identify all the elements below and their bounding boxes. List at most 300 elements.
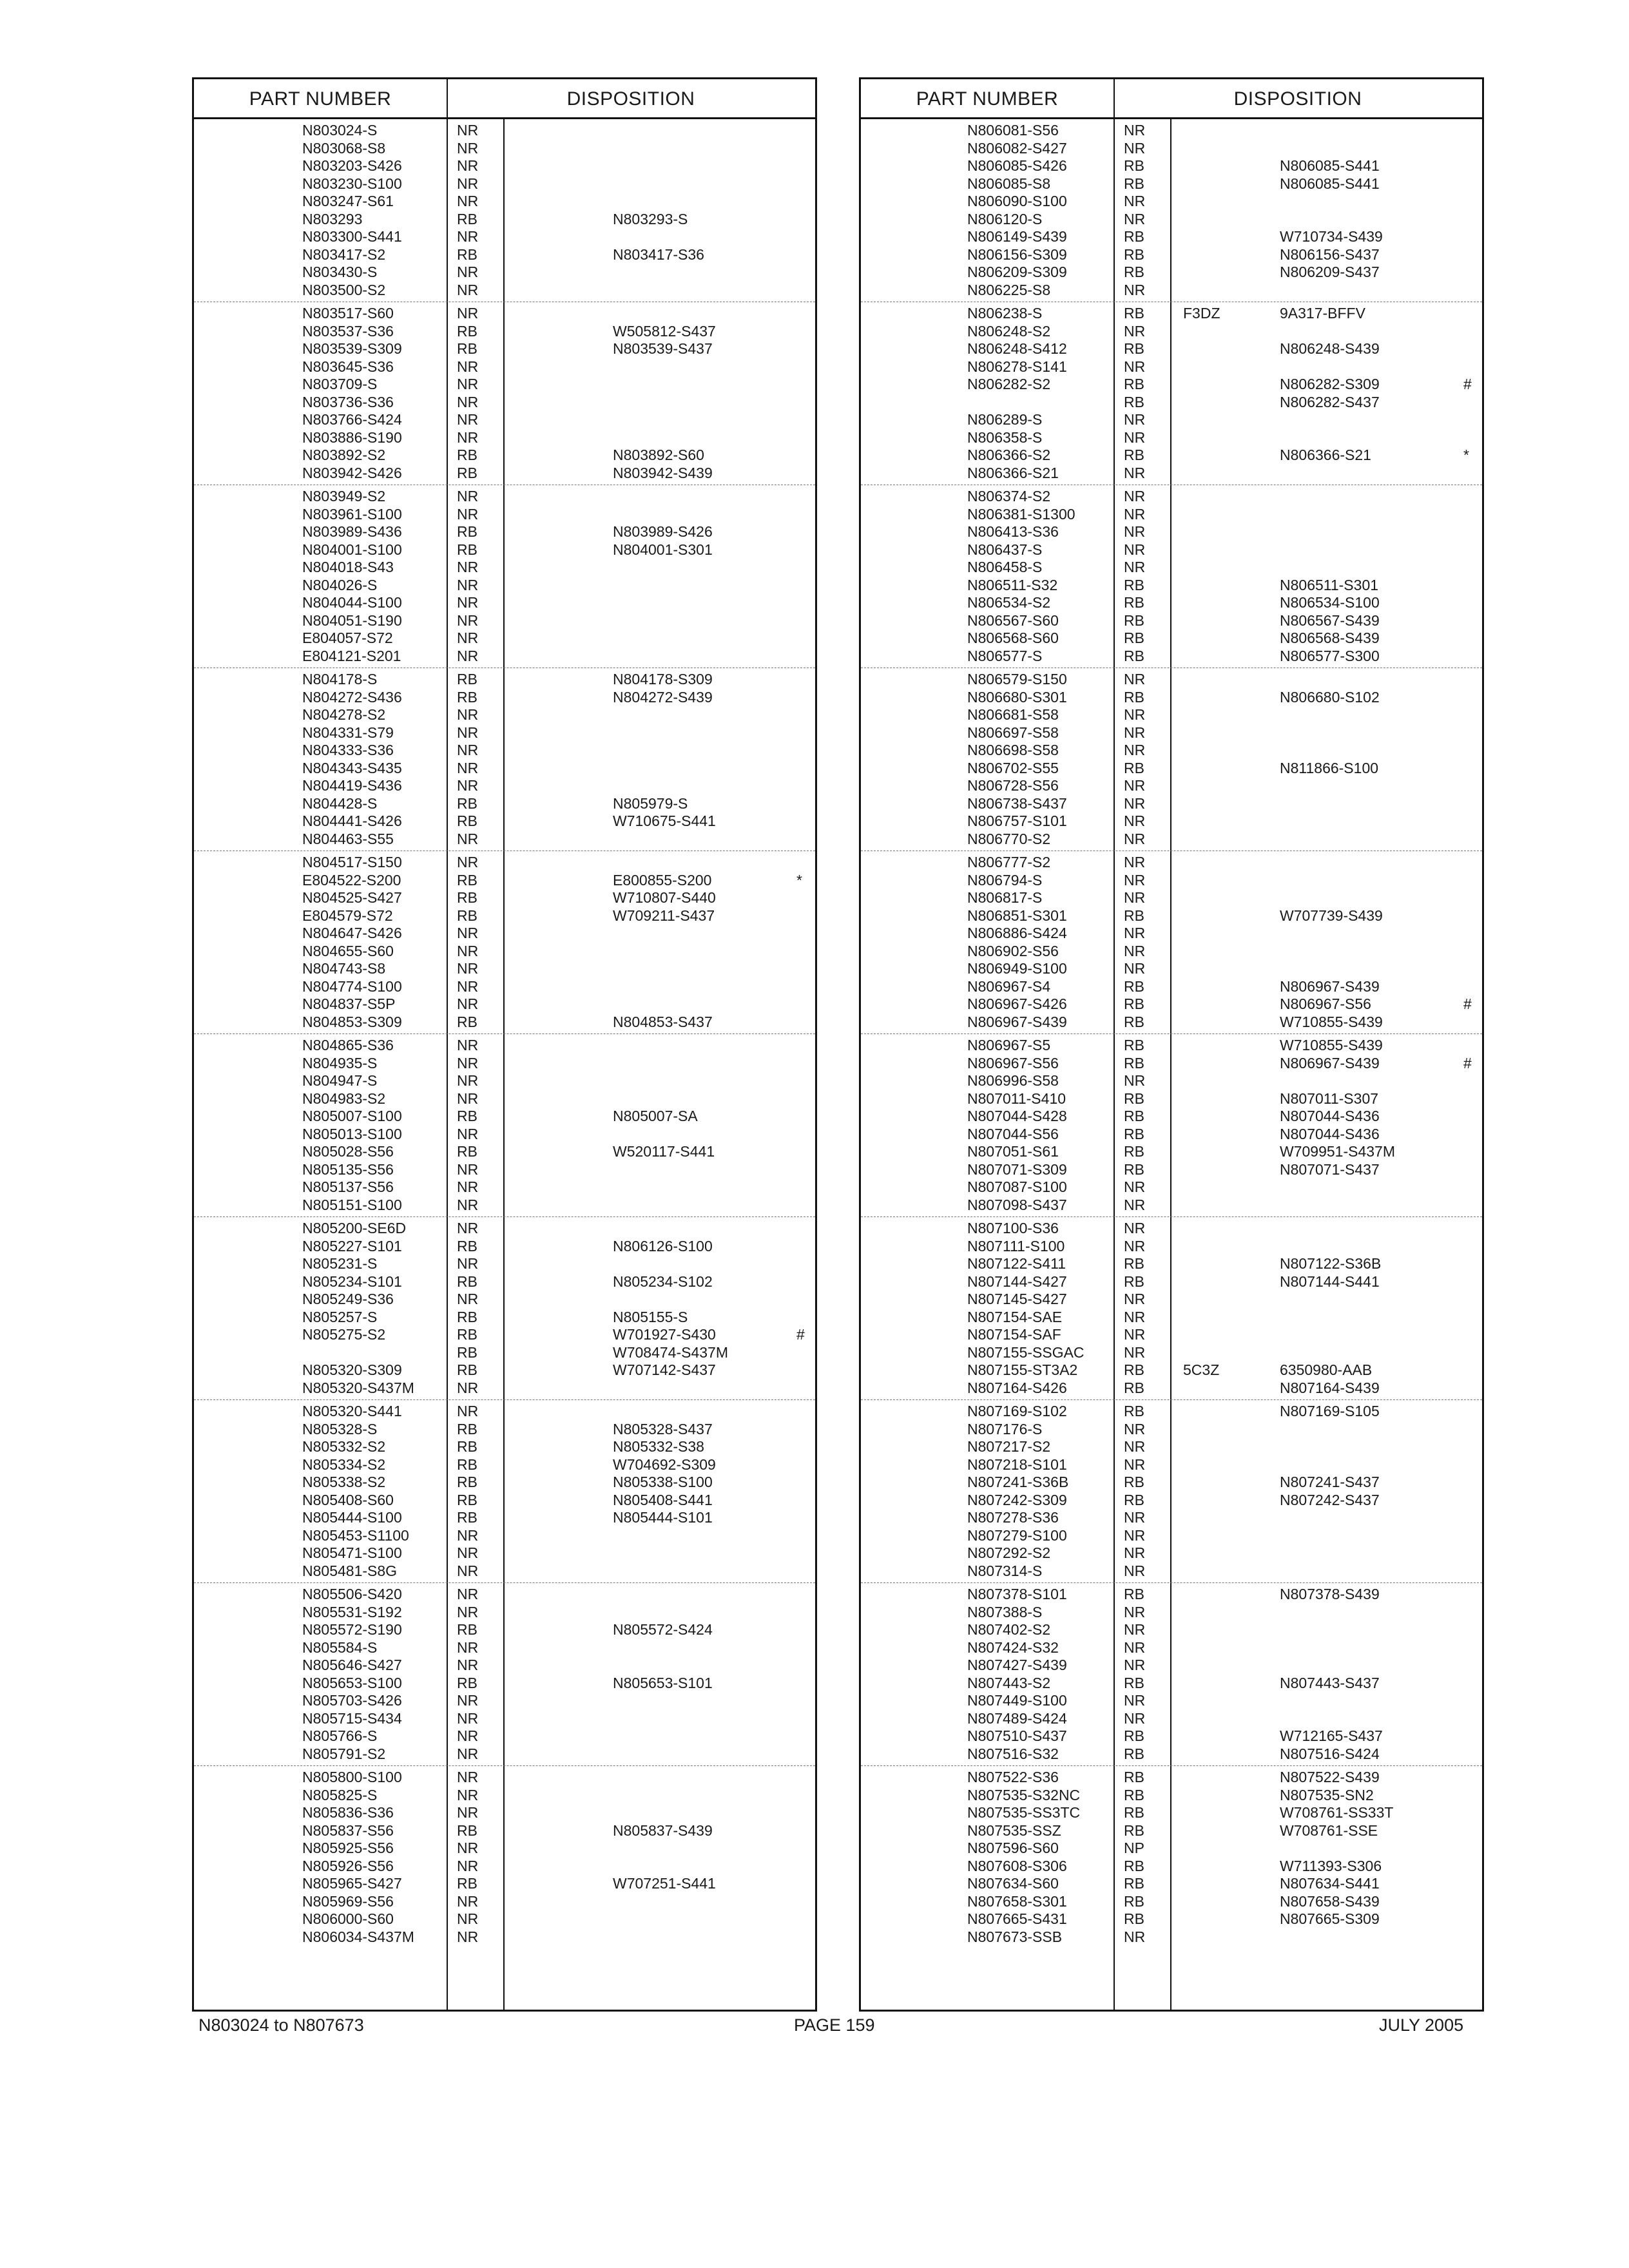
row-group: [861, 1583, 1482, 1766]
table-row: [861, 465, 1482, 483]
table-row: [194, 960, 815, 978]
disposition-code: NR: [457, 724, 479, 741]
part-number: N803068-S8: [302, 139, 386, 157]
disposition-part: N803892-S60: [613, 447, 704, 463]
disposition-code: NR: [1124, 925, 1146, 941]
part-number: N805328-S: [302, 1420, 378, 1437]
disposition-code: NR: [457, 1255, 479, 1272]
disposition-code: RB: [1124, 1491, 1144, 1508]
part-number: N803230-S100: [302, 175, 402, 192]
part-number: N804947-S: [302, 1072, 378, 1089]
table-row: [194, 175, 815, 193]
disposition-part: W709211-S437: [613, 907, 715, 924]
table-row: [194, 1326, 815, 1344]
disposition-part: N806282-S309: [1280, 376, 1380, 392]
disposition-code: RB: [457, 1621, 477, 1638]
table-row: [861, 1143, 1482, 1161]
part-number: N805444-S100: [302, 1509, 402, 1526]
disposition-part: N807443-S437: [1280, 1674, 1380, 1691]
disposition-code: RB: [457, 812, 477, 829]
disposition-part: N807242-S437: [1280, 1491, 1380, 1508]
disposition-code: RB: [457, 1474, 477, 1490]
disposition-part: N804001-S301: [613, 541, 713, 558]
table-row: [194, 831, 815, 849]
table-row: [861, 305, 1482, 323]
disposition-code: RB: [1124, 995, 1144, 1012]
disposition-part: N806680-S102: [1280, 688, 1380, 706]
part-number: N807634-S60: [967, 1875, 1059, 1892]
disposition-mark: *: [796, 871, 802, 889]
table-row: [194, 228, 815, 246]
disposition-code: RB: [1124, 1786, 1144, 1803]
table-row: [861, 889, 1482, 907]
disposition-code: NR: [457, 1178, 479, 1195]
part-number: N806949-S100: [967, 960, 1067, 977]
part-number: N805227-S101: [302, 1237, 402, 1254]
disposition-part: N805332-S38: [613, 1438, 704, 1455]
table-row: [861, 671, 1482, 689]
table-row: [861, 1544, 1482, 1562]
disposition-code: NR: [457, 1054, 479, 1072]
part-number: N804463-S55: [302, 830, 394, 847]
part-number: N805653-S100: [302, 1674, 402, 1691]
part-number: N807144-S427: [967, 1273, 1067, 1290]
disposition-part: N806248-S439: [1280, 340, 1380, 357]
disposition-code: NR: [457, 305, 479, 322]
disposition-part: N806577-S300: [1280, 647, 1380, 664]
disposition-part: W707739-S439: [1280, 907, 1383, 924]
table-row: [194, 760, 815, 778]
part-number: N807535-SSZ: [967, 1821, 1061, 1839]
table-row: [194, 1273, 815, 1291]
table-row: [861, 1509, 1482, 1527]
table-row: [194, 1161, 815, 1179]
table-row: [194, 1858, 815, 1876]
disposition-code: RB: [1124, 1108, 1144, 1124]
table-row: [194, 1143, 815, 1161]
part-number: N805275-S2: [302, 1326, 386, 1343]
part-number: N806458-S: [967, 559, 1043, 575]
table-row: [861, 1361, 1482, 1379]
part-number: N807145-S427: [967, 1291, 1067, 1307]
part-number: N807154-SAF: [967, 1326, 1061, 1343]
part-number: E804522-S200: [302, 871, 401, 889]
disposition-part: E800855-S200: [613, 871, 712, 889]
part-number: N804441-S426: [302, 812, 402, 829]
disposition-code: NR: [1124, 1692, 1146, 1709]
disposition-code: RB: [1124, 1090, 1144, 1107]
part-number: N806366-S2: [967, 447, 1051, 463]
part-number: N804525-S427: [302, 889, 402, 906]
table-row: [861, 978, 1482, 996]
part-number: N805837-S56: [302, 1821, 394, 1839]
table-row: [861, 795, 1482, 813]
table-header: [194, 79, 815, 119]
part-number: N805715-S434: [302, 1709, 402, 1727]
part-number: N804647-S426: [302, 925, 402, 941]
table-row: [861, 1161, 1482, 1179]
disposition-code: RB: [1124, 629, 1144, 646]
part-number: N806282-S2: [967, 376, 1051, 392]
footer-range: N803024 to N807673: [198, 2015, 364, 2035]
disposition-code: RB: [457, 464, 477, 481]
disposition-part: N805653-S101: [613, 1674, 713, 1691]
disposition-code: NR: [457, 1220, 479, 1236]
disposition-code: NR: [1124, 411, 1146, 428]
part-number: N803961-S100: [302, 505, 402, 523]
part-number-header: PART NUMBER: [249, 88, 392, 110]
part-number: N805320-S309: [302, 1361, 402, 1378]
disposition-code: NR: [1124, 830, 1146, 847]
disposition-code: NR: [457, 942, 479, 959]
part-number: N805572-S190: [302, 1621, 402, 1638]
disposition-code: NR: [1124, 889, 1146, 906]
part-number: N806817-S: [967, 889, 1043, 906]
table-row: [861, 995, 1482, 1014]
table-row: [194, 724, 815, 742]
row-group: [861, 1400, 1482, 1583]
table-row: [194, 854, 815, 872]
disposition-code: RB: [1124, 576, 1144, 593]
disposition-code: NR: [457, 629, 479, 646]
disposition-part: N805572-S424: [613, 1621, 713, 1638]
disposition-code: NR: [1124, 1220, 1146, 1236]
disposition-code: NR: [1124, 1526, 1146, 1544]
disposition-part: N803417-S36: [613, 245, 704, 263]
table-row: [861, 1421, 1482, 1439]
part-number: N807292-S2: [967, 1544, 1051, 1561]
disposition-code: NR: [457, 1769, 479, 1785]
table-row: [194, 523, 815, 541]
part-number: E804057-S72: [302, 629, 393, 646]
table-row: [861, 1108, 1482, 1126]
table-row: [861, 447, 1482, 465]
disposition-part: N805837-S439: [613, 1821, 713, 1839]
disposition-part: W710734-S439: [1280, 228, 1383, 245]
part-number: N803766-S424: [302, 411, 402, 428]
table-row: [194, 1928, 815, 1946]
table-row: [194, 594, 815, 612]
table-row: [194, 629, 815, 648]
disposition-code: NR: [457, 1857, 479, 1874]
table-row: [861, 577, 1482, 595]
table-row: [194, 1586, 815, 1604]
part-number: N807218-S101: [967, 1456, 1067, 1473]
part-number: N805471-S100: [302, 1544, 402, 1561]
part-number: N806568-S60: [967, 629, 1059, 646]
disposition-part: N803293-S: [613, 210, 688, 227]
part-number: N806209-S309: [967, 264, 1067, 280]
part-number: N804343-S435: [302, 759, 402, 776]
disposition-code: NR: [457, 1037, 479, 1053]
table-row: [194, 559, 815, 577]
table-row: [861, 1893, 1482, 1911]
table-row: [861, 1220, 1482, 1238]
disposition-part: N805155-S: [613, 1308, 688, 1325]
table-row: [861, 157, 1482, 175]
disposition-part: W709951-S437M: [1280, 1143, 1395, 1160]
table-row: [861, 1379, 1482, 1398]
disposition-code: RB: [1124, 1727, 1144, 1744]
disposition-code: NR: [1124, 794, 1146, 812]
part-number: N803300-S441: [302, 228, 402, 245]
table-row: [861, 1858, 1482, 1876]
disposition-code: RB: [1124, 245, 1144, 263]
table-row: [861, 812, 1482, 831]
part-number: N806680-S301: [967, 688, 1067, 706]
disposition-part: N806209-S437: [1280, 264, 1380, 280]
part-number: N806681-S58: [967, 706, 1059, 723]
disposition-code: NR: [457, 139, 479, 157]
disposition-prefix: 5C3Z: [1183, 1361, 1220, 1378]
disposition-code: NR: [457, 1379, 479, 1396]
disposition-code: RB: [1124, 1379, 1144, 1396]
disposition-code: RB: [1124, 376, 1144, 392]
part-number: N806967-S426: [967, 995, 1067, 1012]
table-row: [194, 995, 815, 1014]
disposition-code: RB: [1124, 1125, 1144, 1142]
disposition-code: NR: [1124, 210, 1146, 227]
part-number: N805013-S100: [302, 1125, 402, 1142]
table-row: [861, 246, 1482, 264]
part-number: N807122-S411: [967, 1255, 1066, 1272]
disposition-part: N807241-S437: [1280, 1474, 1380, 1490]
disposition-code: RB: [1124, 1769, 1144, 1785]
table-row: [194, 1692, 815, 1710]
disposition-code: NR: [1124, 1657, 1146, 1673]
part-number: N806534-S2: [967, 594, 1051, 611]
table-row: [861, 872, 1482, 890]
disposition-code: NR: [457, 647, 479, 664]
row-group: [861, 119, 1482, 302]
disposition-code: RB: [1124, 1875, 1144, 1892]
part-number: N806511-S32: [967, 576, 1058, 593]
part-number: N805334-S2: [302, 1456, 386, 1473]
table-row: [194, 506, 815, 524]
part-number: N805257-S: [302, 1308, 378, 1325]
disposition-part: W704692-S309: [613, 1456, 716, 1473]
part-number: N804853-S309: [302, 1013, 402, 1030]
part-number: N805200-SE6D: [302, 1220, 407, 1236]
table-row: [861, 960, 1482, 978]
table-row: [194, 1421, 815, 1439]
disposition-code: RB: [1124, 594, 1144, 611]
table-row: [194, 1255, 815, 1273]
table-row: [194, 1379, 815, 1398]
table-row: [194, 122, 815, 140]
disposition-part: N806085-S441: [1280, 175, 1380, 192]
disposition-code: NR: [457, 157, 479, 174]
table-row: [194, 1822, 815, 1840]
part-number: N804026-S: [302, 576, 378, 593]
table-row: [861, 506, 1482, 524]
table-row: [861, 1072, 1482, 1090]
disposition-code: RB: [1124, 1054, 1144, 1072]
part-number: N806366-S21: [967, 464, 1059, 481]
disposition-code: NR: [1124, 1709, 1146, 1727]
part-number: N806702-S55: [967, 759, 1059, 776]
disposition-code: RB: [1124, 1804, 1144, 1821]
disposition-code: NR: [457, 264, 479, 280]
part-number: N806794-S: [967, 871, 1043, 889]
part-number: N807673-SSB: [967, 1928, 1063, 1945]
disposition-part: N804178-S309: [613, 671, 713, 687]
table-row: [194, 282, 815, 300]
part-number: N806149-S439: [967, 228, 1067, 245]
table-row: [194, 488, 815, 506]
part-number: N807658-S301: [967, 1892, 1067, 1910]
table-row: [861, 1692, 1482, 1710]
table-row: [861, 1822, 1482, 1840]
part-number: N803430-S: [302, 264, 378, 280]
part-number: N807051-S61: [967, 1143, 1059, 1160]
table-row: [194, 429, 815, 447]
row-group: [194, 1034, 815, 1217]
disposition-part: N807665-S309: [1280, 1910, 1380, 1927]
disposition-code: NR: [1124, 812, 1146, 829]
disposition-code: NR: [1124, 122, 1146, 139]
table-row: [194, 1787, 815, 1805]
table-row: [194, 1090, 815, 1108]
table-row: [861, 1255, 1482, 1273]
table-row: [861, 211, 1482, 229]
part-number: N807427-S439: [967, 1657, 1067, 1673]
part-number: N804419-S436: [302, 777, 402, 794]
disposition-code: RB: [457, 794, 477, 812]
table-row: [194, 1196, 815, 1215]
part-number: N805320-S437M: [302, 1379, 414, 1396]
disposition-code: NR: [1124, 724, 1146, 741]
footer-date: JULY 2005: [1379, 2015, 1464, 2035]
disposition-code: NR: [1124, 488, 1146, 505]
disposition-code: NR: [1124, 1639, 1146, 1656]
disposition-code: RB: [1124, 447, 1144, 463]
part-number: N807443-S2: [967, 1674, 1051, 1691]
table-row: [194, 1014, 815, 1032]
table-row: [194, 1220, 815, 1238]
disposition-header: DISPOSITION: [1233, 88, 1362, 110]
footer-page-number: PAGE 159: [794, 2015, 875, 2035]
disposition-code: NR: [457, 576, 479, 593]
disposition-code: NR: [1124, 1438, 1146, 1455]
part-number: N807608-S306: [967, 1857, 1067, 1874]
disposition-part: N811866-S100: [1280, 759, 1379, 776]
disposition-code: NR: [457, 281, 479, 298]
disposition-part: W710855-S439: [1280, 1037, 1383, 1053]
part-number: N806738-S437: [967, 794, 1067, 812]
table-row: [194, 1621, 815, 1639]
disposition-code: NR: [457, 1840, 479, 1856]
row-group: [861, 668, 1482, 851]
disposition-code: RB: [1124, 1821, 1144, 1839]
disposition-code: RB: [1124, 1745, 1144, 1762]
disposition-code: RB: [457, 889, 477, 906]
table-row: [194, 577, 815, 595]
disposition-part: W708761-SSE: [1280, 1821, 1378, 1839]
table-row: [861, 1238, 1482, 1256]
part-number: N807176-S: [967, 1420, 1043, 1437]
disposition-part: 6350980-AAB: [1280, 1361, 1373, 1378]
table-row: [861, 1438, 1482, 1456]
part-number: N806085-S8: [967, 175, 1051, 192]
table-row: [861, 323, 1482, 341]
part-number: N804865-S36: [302, 1037, 394, 1053]
table-row: [194, 1238, 815, 1256]
table-row: [194, 465, 815, 483]
disposition-code: RB: [1124, 228, 1144, 245]
disposition-code: RB: [1124, 393, 1144, 410]
table-row: [861, 594, 1482, 612]
disposition-code: NR: [1124, 139, 1146, 157]
table-row: [861, 760, 1482, 778]
table-row: [194, 193, 815, 211]
part-number: N806085-S426: [967, 157, 1067, 174]
disposition-code: NR: [457, 505, 479, 523]
part-number: N806967-S4: [967, 977, 1051, 995]
row-group: [861, 1034, 1482, 1217]
part-number: N807279-S100: [967, 1526, 1067, 1544]
part-number: N807241-S36B: [967, 1474, 1069, 1490]
disposition-code: NR: [457, 1090, 479, 1107]
disposition-part: N807634-S441: [1280, 1875, 1380, 1892]
table-body: [861, 119, 1482, 2010]
disposition-code: NR: [457, 1586, 479, 1602]
part-number: N803709-S: [302, 376, 378, 392]
disposition-code: NR: [1124, 322, 1146, 340]
part-number: N803949-S2: [302, 488, 386, 505]
part-number: N807098-S437: [967, 1196, 1067, 1213]
disposition-code: RB: [457, 1438, 477, 1455]
part-number: N805249-S36: [302, 1291, 394, 1307]
part-number: N805481-S8G: [302, 1562, 398, 1579]
disposition-code: RB: [1124, 1474, 1144, 1490]
disposition-code: NR: [1124, 1291, 1146, 1307]
disposition-code: RB: [1124, 1892, 1144, 1910]
disposition-code: NR: [1124, 1343, 1146, 1361]
table-row: [861, 1621, 1482, 1639]
row-group: [861, 851, 1482, 1034]
table-row: [194, 1126, 815, 1144]
row-group: [861, 485, 1482, 668]
disposition-code: RB: [1124, 1674, 1144, 1691]
disposition-code: NR: [457, 122, 479, 139]
disposition-part: 9A317-BFFV: [1280, 305, 1365, 322]
disposition-code: NR: [1124, 505, 1146, 523]
table-row: [861, 1875, 1482, 1893]
disposition-part: N806967-S439: [1280, 977, 1380, 995]
part-number: N806967-S439: [967, 1013, 1067, 1030]
disposition-part: N805444-S101: [613, 1509, 713, 1526]
part-number: N804051-S190: [302, 611, 402, 629]
part-number: N804428-S: [302, 794, 378, 812]
disposition-code: NR: [457, 1727, 479, 1744]
disposition-part: W707251-S441: [613, 1875, 716, 1892]
disposition-code: NR: [1124, 671, 1146, 687]
part-number: N804178-S: [302, 671, 378, 687]
part-number: N804517-S150: [302, 854, 402, 870]
disposition-code: NR: [457, 1928, 479, 1945]
table-row: [861, 612, 1482, 630]
disposition-code: NR: [457, 1403, 479, 1419]
part-number: N803537-S36: [302, 322, 394, 340]
disposition-part: N806156-S437: [1280, 245, 1380, 263]
table-row: [194, 943, 815, 961]
disposition-code: RB: [1124, 1013, 1144, 1030]
disposition-code: NR: [1124, 1196, 1146, 1213]
disposition-code: RB: [1124, 647, 1144, 664]
part-number: N805925-S56: [302, 1840, 394, 1856]
part-number: N805135-S56: [302, 1160, 394, 1178]
